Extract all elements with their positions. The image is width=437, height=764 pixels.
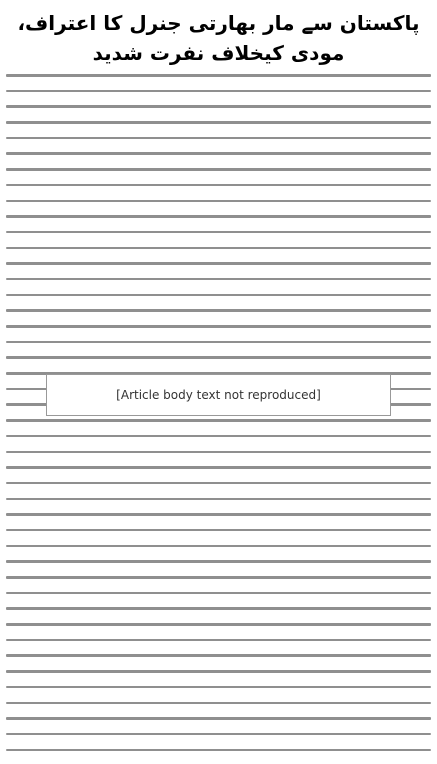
body-text-placeholder-line (6, 545, 431, 548)
body-text-placeholder-line (6, 419, 431, 422)
body-text-placeholder-line (6, 325, 431, 328)
body-text-placeholder-line (6, 262, 431, 265)
body-text-placeholder-line (6, 592, 431, 595)
body-text-placeholder-line (6, 654, 431, 657)
body-text-placeholder-line (6, 231, 431, 234)
body-text-placeholder-line (6, 529, 431, 532)
body-text-placeholder-line (6, 466, 431, 469)
body-text-placeholder-line (6, 90, 431, 93)
body-text-placeholder-line (6, 341, 431, 344)
body-text-placeholder-line (6, 200, 431, 203)
body-text-placeholder-line (6, 482, 431, 485)
body-text-placeholder-line (6, 623, 431, 626)
body-text-placeholder-line (6, 215, 431, 218)
body-text-placeholder-line (6, 152, 431, 155)
body-text-placeholder-line (6, 356, 431, 359)
body-text-placeholder-line (6, 247, 431, 250)
body-text-placeholder-line (6, 639, 431, 642)
omitted-body-notice: [Article body text not reproduced] (46, 374, 391, 416)
body-text-placeholder-line (6, 733, 431, 736)
body-text-placeholder-line (6, 607, 431, 610)
body-text-placeholder-line (6, 435, 431, 438)
body-text-placeholder-line (6, 168, 431, 171)
body-text-placeholder-line (6, 137, 431, 140)
body-text-placeholder-line (6, 278, 431, 281)
body-text-placeholder-line (6, 498, 431, 501)
body-text-placeholder-line (6, 686, 431, 689)
body-text-placeholder-line (6, 670, 431, 673)
body-text-placeholder-line (6, 294, 431, 297)
body-text-placeholder-line (6, 560, 431, 563)
article-headline: پاکستان سے مار بھارتی جنرل کا اعتراف، مودی کیخلاف نفرت شدید (17, 11, 420, 65)
body-text-placeholder-line (6, 576, 431, 579)
body-text-placeholder-line (6, 309, 431, 312)
body-text-placeholder-line (6, 105, 431, 108)
article-body (6, 74, 431, 764)
body-text-placeholder-line (6, 121, 431, 124)
body-text-placeholder-line (6, 184, 431, 187)
body-text-placeholder-line (6, 702, 431, 705)
body-text-placeholder-line (6, 513, 431, 516)
body-text-placeholder-line (6, 717, 431, 720)
body-text-placeholder-line (6, 451, 431, 454)
body-text-placeholder-line (6, 74, 431, 77)
